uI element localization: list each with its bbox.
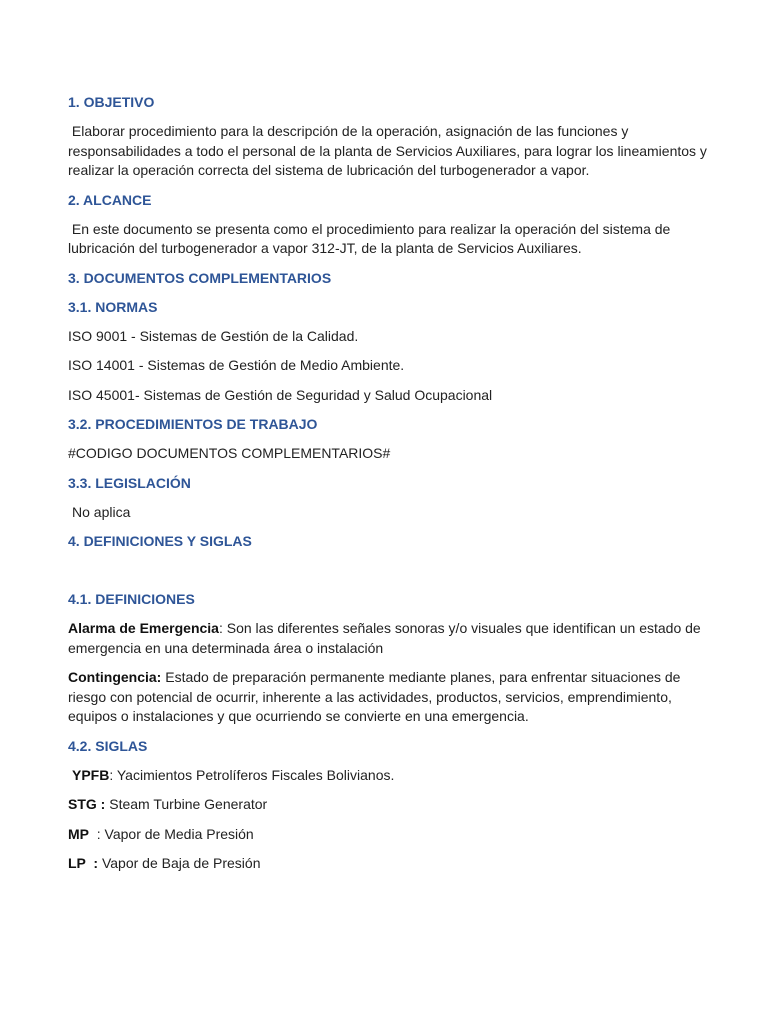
procedimientos-text: #CODIGO DOCUMENTOS COMPLEMENTARIOS# (68, 445, 391, 461)
section-heading-alcance: 2. ALCANCE (68, 191, 152, 208)
section-heading-siglas: 4.2. SIGLAS (68, 737, 148, 754)
objetivo-text: Elaborar procedimiento para la descripción de la operación, asignación de las funciones y responsabilidades a todo el personal de la planta de Servicios Auxiliares, para lograr los lineamientos y realizar la operación correcta del sistema de lubricación del turbogenerador a vapor. (68, 123, 711, 178)
norma-item-iso-9001: ISO 9001 - Sistemas de Gestión de la Calidad. (68, 327, 359, 344)
sigla-item-lp (68, 854, 708, 874)
section-heading-normas: 3.1. NORMAS (68, 298, 158, 315)
norma-item-iso-14001: ISO 14001 - Sistemas de Gestión de Medio Ambiente. (68, 357, 405, 373)
definition-term: Contingencia: (68, 669, 162, 685)
sigla-term: LP : (68, 855, 99, 871)
norma-item-iso-45001: ISO 45001- Sistemas de Gestión de Seguridad y Salud Ocupacional (68, 386, 493, 403)
sigla-text: : Yacimientos Petrolíferos Fiscales Bolivianos. (109, 766, 395, 783)
sigla-term: MP (68, 825, 89, 842)
section-heading-definiciones: 4.1. DEFINICIONES (68, 591, 195, 607)
definition-text: Estado de preparación permanente mediante planes, para enfrentar situaciones de riesgo con potencial de ocurrir, inherente a las actividades, productos, servicios, emprendimiento, equipos o instalaciones y que ocurriendo se convierte en una emergencia. (68, 669, 681, 724)
sigla-text: : Vapor de Media Presión (89, 825, 254, 842)
alcance-text: En este documento se presenta como el procedimiento para realizar la operación del sistema de lubricación del turbogenerador a vapor 312-JT, de la planta de Servicios Auxiliares. (68, 220, 675, 256)
section-heading-legislacion: 3.3. LEGISLACIÓN (68, 474, 191, 491)
sigla-text: Vapor de Baja de Presión (98, 855, 261, 871)
sigla-item-mp (68, 825, 708, 845)
definition-separator: : (218, 620, 227, 636)
definition-text: Son las diferentes señales sonoras y/o visuales que identifican un estado de emergencia en una determinada área o instalación (68, 620, 701, 656)
sigla-term: STG : (68, 796, 106, 812)
section-heading-objetivo: 1. OBJETIVO (68, 94, 155, 110)
sigla-item-ypfb (68, 766, 708, 786)
sigla-term: YPFB (72, 766, 110, 783)
sigla-text: Steam Turbine Generator (105, 796, 268, 812)
section-heading-documentos: 3. DOCUMENTOS COMPLEMENTARIOS (68, 269, 332, 286)
definition-item-alarma (68, 619, 708, 658)
sigla-item-stg (68, 795, 708, 815)
definition-item-contingencia (68, 668, 708, 727)
section-heading-definiciones-siglas: 4. DEFINICIONES Y SIGLAS (68, 533, 252, 549)
legislacion-text: No aplica (72, 503, 131, 520)
definition-term: Alarma de Emergencia (68, 620, 219, 636)
section-heading-procedimientos: 3.2. PROCEDIMIENTOS DE TRABAJO (68, 416, 318, 432)
